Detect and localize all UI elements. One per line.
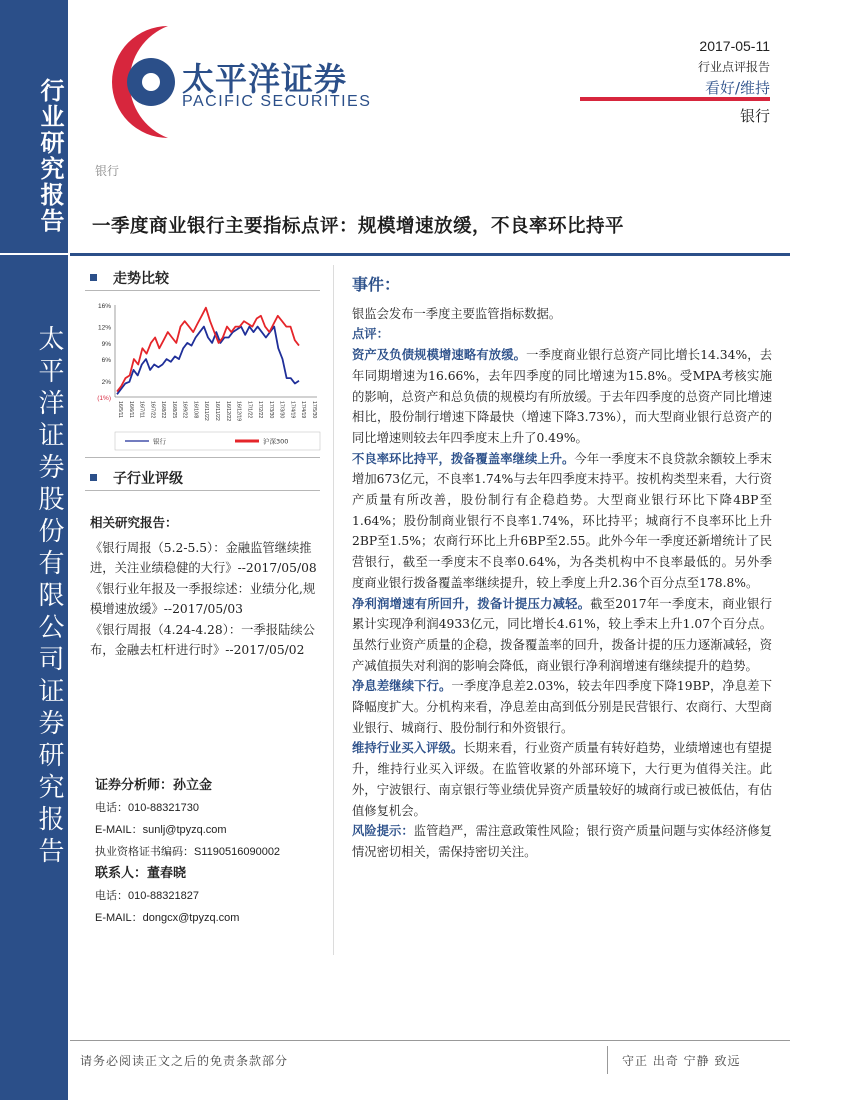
chart-y-tick-label: 2% xyxy=(101,378,111,386)
trend-heading: 走势比较 xyxy=(90,268,169,288)
footer-motto: 守正 出奇 宁静 致远 xyxy=(622,1054,741,1068)
footer-rule xyxy=(70,1040,790,1041)
contact-phone: 电话：010-88321827 xyxy=(95,890,199,902)
footer-disclaimer: 请务必阅读正文之后的免责条款部分 xyxy=(80,1054,289,1068)
chart-x-tick-label: 16/11/22 xyxy=(214,401,220,421)
chart-y-tick-label: 6% xyxy=(101,357,111,365)
analyst-name: 证券分析师：孙立金 xyxy=(95,778,213,793)
header-industry: 银行 xyxy=(739,107,770,125)
report-type: 行业点评报告 xyxy=(697,60,770,74)
sidebar-separator xyxy=(0,253,68,255)
industry-rating: 看好/维持 xyxy=(704,79,770,97)
analyst-email[interactable]: E-MAIL：sunlj@tpyzq.com xyxy=(95,824,227,836)
related-report-item[interactable]: 《银行业年报及一季报综述：业绩分化,规模增速放缓》--2017/05/03 xyxy=(90,581,316,616)
main-body xyxy=(352,275,772,863)
title-rule xyxy=(70,253,790,256)
body-paragraph: 不良率环比持平，拨备覆盖率继续上升。今年一季度末不良贷款余额较上季末增加673亿元，不良率1.74%与去年四季度末持平。按机构类型来看，大行资产质量有所改善，股份制行有企稳趋势。大型商业银行环比下降4BP至1.64%；股份制商业银行不良率1.74%，环比持平；城商行不良率环比上升2BP至1.5%；农商行环比上升6BP至2.55。此外今年一季度还新增统计了民营银行，截至一季度末不良率0.64%，为各类机构中不良率最低的。另外季度商业银行拨备覆盖率继续提升，较上季度上升2.36个百分点至178.8%。 xyxy=(352,450,772,590)
body-paragraph: 风险提示：监管趋严，需注意政策性风险；银行资产质量问题与实体经济修复情况密切相关，需保持密切关注。 xyxy=(352,823,772,859)
chart-x-tick-label: 16/7/11 xyxy=(138,401,145,418)
section-rule xyxy=(85,290,320,291)
chart-x-tick-label: 16/11/22 xyxy=(203,401,210,421)
related-reports xyxy=(90,513,320,661)
chart-x-tick-label: 16/7/22 xyxy=(149,401,156,419)
chart-x-tick-label: 16/10/8 xyxy=(192,401,199,419)
analyst-phone: 电话：010-88321730 xyxy=(95,802,199,814)
header-red-rule xyxy=(580,97,770,101)
analyst-block xyxy=(95,775,325,929)
comment-heading: 点评： xyxy=(352,326,389,342)
body-paragraph: 维持行业买入评级。长期来看，行业资产质量有转好趋势，业绩增速也有望提升，维持行业买入评级。在监管收紧的外部环境下，大行更为值得关注。此外，宁波银行、南京银行等业绩优异资产质量较好的城商行或已被低估，有估值修复机会。 xyxy=(352,740,772,818)
chart-x-tick-label: 17/1/22 xyxy=(246,401,253,419)
chart-x-tick-label: 17/3/30 xyxy=(278,401,285,419)
chart-x-tick-label: 16/9/22 xyxy=(181,401,188,419)
chart-legend-label: 沪深300 xyxy=(263,437,289,446)
section-rule xyxy=(85,490,320,491)
sidebar-title: 行业研究报告 xyxy=(36,78,65,234)
analyst-cert: 执业资格证书编码：S1190516090002 xyxy=(95,846,281,858)
logo-white-core xyxy=(142,73,160,91)
chart-x-tick-label: 17/2/22 xyxy=(257,401,264,419)
chart-y-tick-label: 12% xyxy=(97,324,111,332)
contact-email[interactable]: E-MAIL：dongcx@tpyzq.com xyxy=(95,912,240,924)
related-reports-heading: 相关研究报告： xyxy=(90,515,178,530)
chart-x-tick-label: 16/6/11 xyxy=(127,401,134,418)
related-report-item[interactable]: 《银行周报（5.2-5.5）：金融监管继续推进，关注业绩稳健的大行》--2017/05/08 xyxy=(90,540,317,575)
chart-x-tick-label: 16/5/11 xyxy=(117,401,123,418)
footer-separator xyxy=(607,1046,608,1074)
chart-x-tick-label: 17/5/30 xyxy=(311,401,317,419)
chart-x-tick-label: 16/12/19 xyxy=(235,401,242,422)
chart-x-tick-label: 17/3/30 xyxy=(267,401,274,419)
section-rule xyxy=(85,457,320,458)
sub-rating-heading: 子行业评级 xyxy=(90,468,183,488)
sidebar-firm-name: 太平洋证券股份有限公司证券研究报告 xyxy=(34,325,64,869)
chart-x-tick-label: 16/8/22 xyxy=(160,401,167,419)
chart-series-line-1 xyxy=(117,308,299,392)
bullet-square-icon xyxy=(90,474,97,481)
body-paragraph: 净息差继续下行。一季度净息差2.03%，较去年四季度下降19BP，净息差下降幅度扩大。分机构来看，净息差由高到低分别是民营银行、农商行、大型商业银行、城商行、股份制行和外资银行。 xyxy=(352,678,772,735)
body-paragraph: 净利润增速有所回升，拨备计提压力减轻。截至2017年一季度末，商业银行累计实现净利润4933亿元，同比增长4.61%，较上季末上升1.07个百分点。虽然行业资产质量的企稳，拨备覆盖率的回升，拨备计提的压力逐渐减轻，资产减值损失对利润的影响会降低，商业银行净利润增速有继续提升的趋势。 xyxy=(352,595,772,673)
event-heading: 事件： xyxy=(352,275,401,294)
chart-x-tick-label: 16/8/25 xyxy=(170,401,177,419)
contact-name: 联系人：董春晓 xyxy=(95,866,187,881)
report-date: 2017-05-11 xyxy=(699,38,770,54)
chart-series-line-0 xyxy=(117,327,299,395)
event-text: 银监会发布一季度主要监管指标数据。 xyxy=(352,306,562,321)
chart-y-tick-label: (1%) xyxy=(97,395,111,402)
logo-text-cn: 太平洋证券 xyxy=(182,60,348,98)
page-title: 一季度商业银行主要指标点评：规模增速放缓，不良率环比持平 xyxy=(92,216,625,237)
logo-text-en: PACIFIC SECURITIES xyxy=(182,93,372,110)
chart-legend-label: 银行 xyxy=(153,437,166,446)
related-report-item[interactable]: 《银行周报（4.24-4.28）：一季报陆续公布，金融去杠杆进行时》--2017/05/02 xyxy=(90,622,315,657)
trend-chart xyxy=(85,295,325,455)
chart-x-tick-label: 17/4/19 xyxy=(289,401,296,419)
bullet-square-icon xyxy=(90,274,97,281)
chart-y-tick-label: 16% xyxy=(97,303,111,310)
chart-x-tick-label: 16/12/22 xyxy=(224,401,231,422)
chart-x-tick-label: 17/4/19 xyxy=(300,401,307,419)
body-paragraph: 资产及负债规模增速略有放缓。一季度商业银行总资产同比增长14.34%，去年同期增速为16.66%，去年四季度的同比增速为15.8%。受MPA考核实施的影响，总资产和总负债的规模均有所放缓。于去年四季度的总资产同比增速相比，股份制行增速下降最快（增速下降3.73%），而大型商业银行总资产的同比增速则较去年四季度末上升了0.49%。 xyxy=(352,347,772,445)
industry-tag: 银行 xyxy=(95,164,120,178)
column-divider xyxy=(333,265,334,955)
chart-y-tick-label: 9% xyxy=(101,340,111,348)
